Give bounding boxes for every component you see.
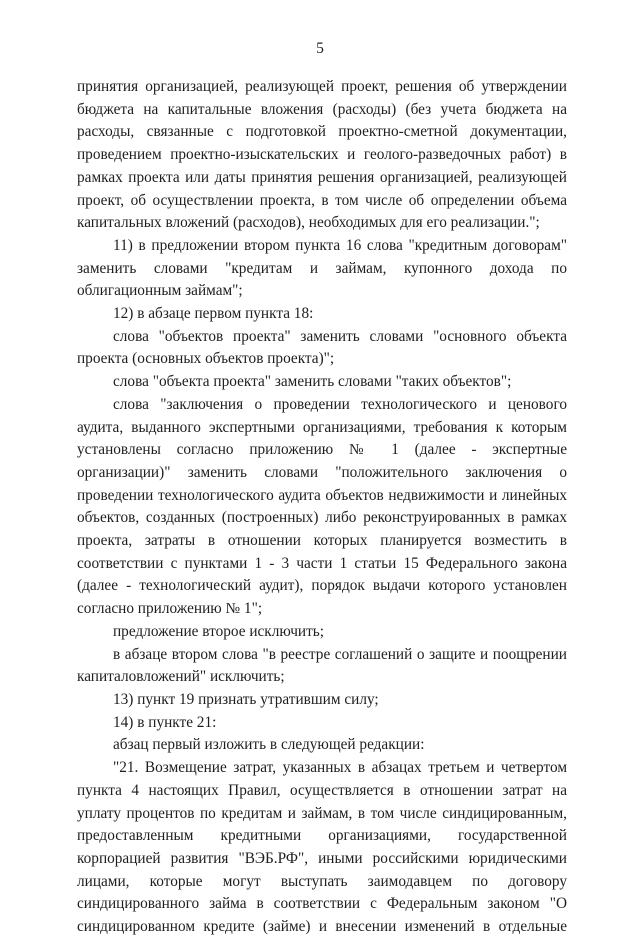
document-body xyxy=(77,76,567,939)
paragraph: "21. Возмещение затрат, указанных в абзацах третьем и четвертом пункта 4 настоящих Правил, осуществляется в отношении затрат на уплату процентов по кредитам и займам, в том числе синдицированным, предоставленным кредитными организациями, государственной корпорацией развития "ВЭБ.РФ", иными российскими юридическими лицами, которые могут выступать заимодавцем по договору синдицированного займа в соответствии с Федеральным законом "О синдицированном кредите (займе) и внесении изменений в отдельные xyxy=(77,759,567,936)
paragraph: 13) пункт 19 признать утратившим силу; xyxy=(113,690,379,708)
paragraph: принятия организацией, реализующей проект, решения об утверждении бюджета на капитальные вложения (расходы) (без учета бюджета на расходы, связанные с подготовкой проектно-сметной документации, проведением проектно-изыскательских и геолого-разведочных работ) в рамках проекта или даты принятия решения организацией, реализующей проект, об осуществлении проекта, в том числе об определении объема капитальных вложений (расходов), необходимых для его реализации."; xyxy=(77,78,567,232)
paragraph: предложение второе исключить; xyxy=(113,622,324,640)
paragraph: в абзаце втором слова "в реестре соглашений о защите и поощрении капиталовложений" исключить; xyxy=(77,645,567,686)
paragraph: слова "объектов проекта" заменить словами "основного объекта проекта (основных объектов проекта)"; xyxy=(77,327,567,368)
paragraph: 11) в предложении втором пункта 16 слова "кредитным договорам" заменить словами "кредитам и займам, купонного дохода по облигационным займам"; xyxy=(77,236,567,300)
paragraph: 14) в пункте 21: xyxy=(113,713,217,731)
page-number: 5 xyxy=(316,40,324,57)
paragraph: слова "заключения о проведении технологического и ценового аудита, выданного экспертными организациями, требования к которым установлены согласно приложению № 1 (далее - экспертные организации)" заменить словами "положительного заключения о проведении технологического аудита объектов недвижимости и линейных объектов, созданных (построенных) либо реконструированных в рамках проекта, затраты в отношении которых планируется возместить в соответствии с пунктами 1 - 3 части 1 статьи 15 Федерального закона (далее - технологический аудит), порядок выдачи которого установлен согласно приложению № 1"; xyxy=(77,395,567,618)
paragraph: слова "объекта проекта" заменить словами "таких объектов"; xyxy=(113,373,512,391)
paragraph: 12) в абзаце первом пункта 18: xyxy=(113,305,314,323)
paragraph: абзац первый изложить в следующей редакции: xyxy=(113,736,425,754)
